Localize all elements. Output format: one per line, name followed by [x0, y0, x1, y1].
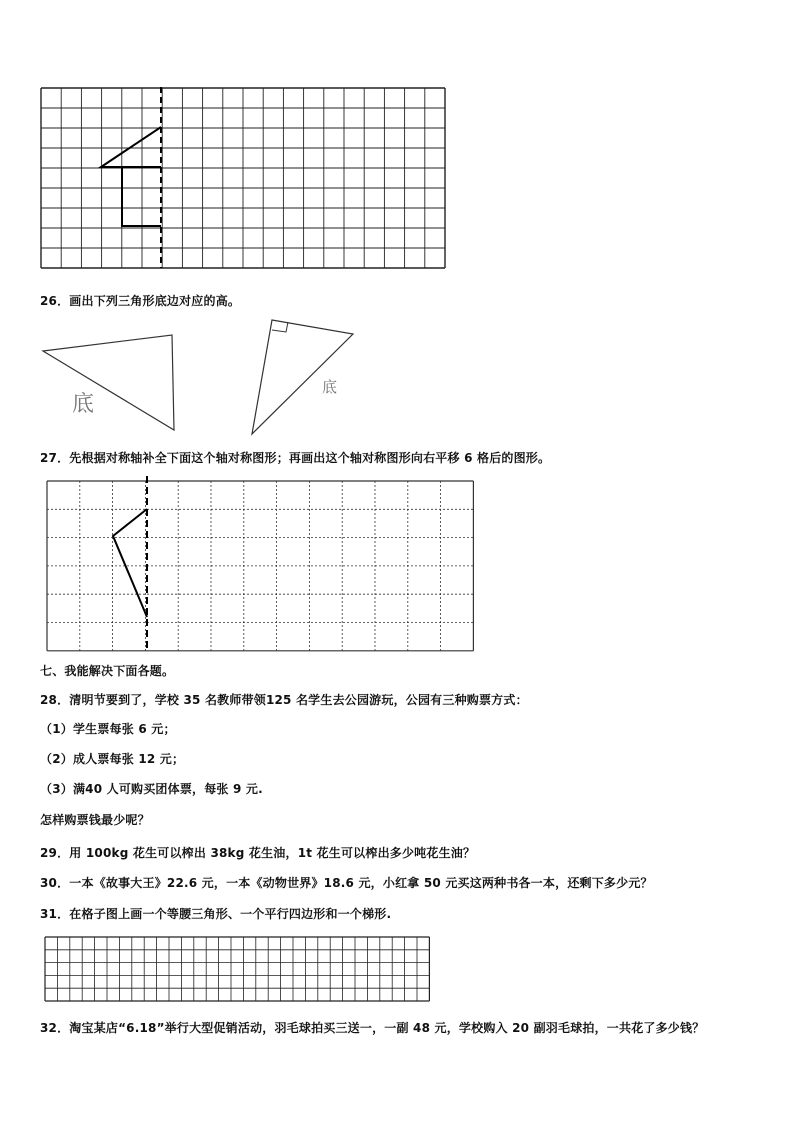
question-28: 28．清明节要到了，学校 35 名教师带领125 名学生去公园游玩，公园有三种购票方式：: [40, 693, 528, 707]
question-29: 29．用 100kg 花生可以榨出 38kg 花生油，1t 花生可以榨出多少吨花生油？: [40, 846, 476, 860]
q28-option-1: （1）学生票每张 6 元；: [40, 722, 176, 736]
question-31: 31．在格子图上画一个等腰三角形、一个平行四边形和一个梯形.: [40, 907, 392, 921]
question-26: 26．画出下列三角形底边对应的高。: [40, 294, 241, 308]
question-32: 32．淘宝某店“6.18”举行大型促销活动，羽毛球拍买三送一，一副 48 元，学校购入 20 副羽毛球拍，一共花了多少钱？: [40, 1021, 705, 1035]
q28-option-3: （3）满40 人可购买团体票，每张 9 元.: [40, 782, 263, 796]
base-label-1: 底: [72, 392, 95, 417]
q28-question: 怎样购票钱最少呢？: [40, 813, 150, 827]
base-label-2: 底: [322, 378, 338, 396]
question-27: 27．先根据对称轴补全下面这个轴对称图形；再画出这个轴对称图形向右平移 6 格后的图形。: [40, 451, 551, 465]
question-30: 30．一本《故事大王》22.6 元，一本《动物世界》18.6 元，小红拿 50 元买这两种书各一本，还剩下多少元？: [40, 876, 653, 890]
section-7-title: 七、我能解决下面各题。: [40, 664, 175, 678]
q28-option-2: （2）成人票每张 12 元；: [40, 752, 185, 766]
grid-lines: [45, 937, 429, 1001]
